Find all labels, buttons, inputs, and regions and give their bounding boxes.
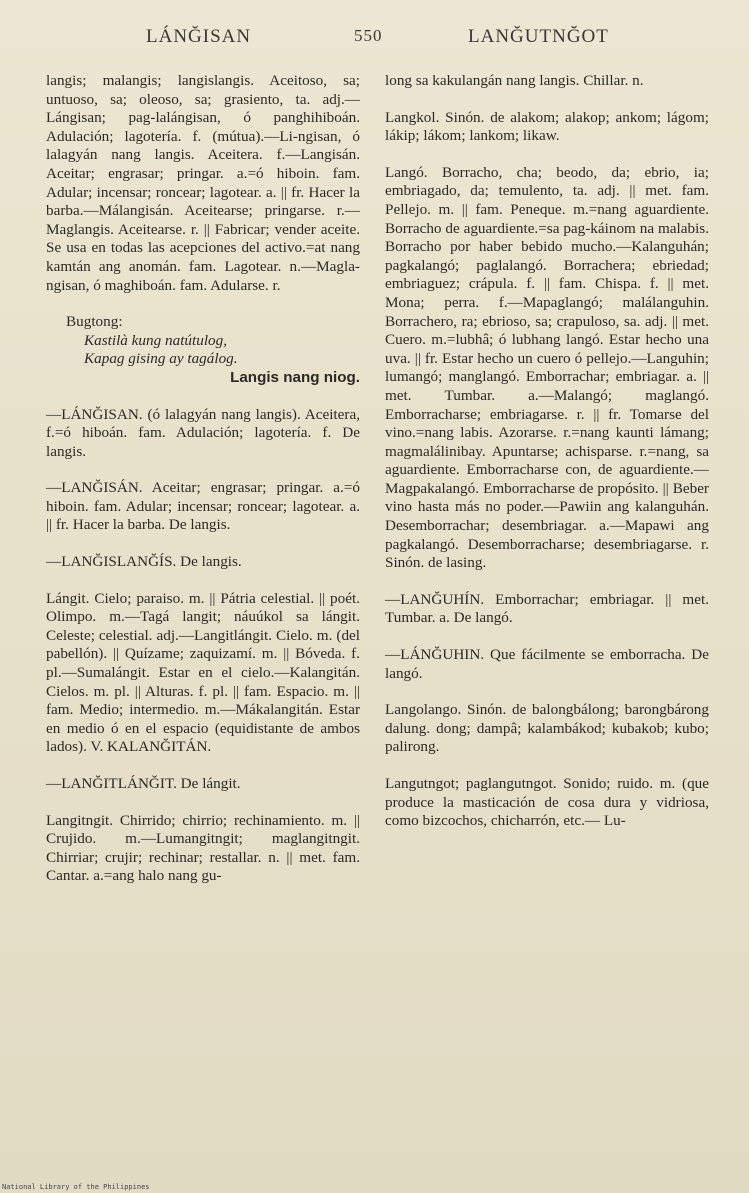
entry-langkol: Langkol. Sinón. de alakom; alakop; ankom; lágom; lákip; lákom; lankom; likaw.	[385, 108, 709, 145]
entry-languhin: —LANĞUHÍN. Emborrachar; embriagar. || met. Tumbar. a. De langó.	[385, 590, 709, 627]
entry-langitngit-continued: long sa kakulangán nang langis. Chillar. n.	[385, 72, 644, 89]
header-left-word: LÁNĞISAN	[146, 26, 252, 47]
header-right-word: LANĞUTNĞOT	[468, 26, 609, 47]
library-footer: National Library of the Philippines	[2, 1183, 150, 1191]
page-number: 550	[354, 26, 383, 45]
right-column	[385, 72, 709, 831]
entry-langolango: Langolango. Sinón. de balongbálong; barongbárong dalung. dong; dampâ; kalambákod; kubakob; kubo; palirong.	[385, 701, 709, 756]
entry-langislangis: —LANĞISLANĞÍS. De langis.	[46, 553, 242, 571]
entry-langisan-verb: —LANĞISÁN. Aceitar; engrasar; pringar. a.=ó hiboin. fam. Adular; incensar; roncear; lagotear. a. || fr. Hacer la barba. De langis.	[46, 479, 360, 534]
entry-langitlangit: —LANĞITLÁNĞIT. De lángit.	[46, 775, 241, 792]
riddle-line-2: Kapag gising ay tagálog.	[84, 350, 238, 368]
entry-langutngot: Langutngot; paglangutngot. Sonido; ruido. m. (que produce la masticación de cosa dura y vidriosa, como bizcochos, chicharrón, etc.— Lu-	[385, 775, 709, 830]
entry-languhin-adj: —LÁNĞUHIN. Que fácilmente se emborracha. De langó.	[385, 646, 709, 682]
entry-langis-continued: langis; malangis; langislangis. Aceitoso, sa; untuoso, sa; oleoso, sa; grasiento, ta. adj.—Lángisan; pag-lalángisan, ó panghihiboán. Adulación; lagotería. f. (mútua).—Li-ngisan, ó lalagyán nang langis. Aceitera. f.—Langisán. Aceitar; engrasar; pringar. a.=ó hiboin. fam. Adular; incensar; roncear; lagotear. a. || fr. Hacer la barba.—Málangisán. Aceitearse; pringarse. r.—Maglangis. Aceitearse. r. || Fabricar; vender aceite. Se usa en todas las acepciones del activo.=at nang kamtán ang anomán. fam. Lagotear. n.—Magla-ngisan, ó maghiboán. fam. Adularse. r.	[46, 72, 360, 294]
riddle-answer: Langis nang niog.	[230, 368, 360, 386]
entry-langit: Lángit. Cielo; paraiso. m. || Pátria celestial. || poét. Olimpo. m.—Tagá langit; náuúkol sa lángit. Celeste; celestial. adj.—Langitlángit. Cielo. m. (del pabellón). || Quízame; zaquizamí. m. || Bóveda. f. pl.—Sumalángit. Estar en el cielo.—Kalangitán. Cielos. m. pl. || Alturas. f. pl. || fam. Espacio. m. || fam. Medio; intermedio. m.—Mákalangitán. Estar en medio ó en el espacio (equidistante de ambos lados). V. KALANĞITÁN.	[46, 589, 360, 756]
entry-lango: Langó. Borracho, cha; beodo, da; ebrio, ia; embriagado, da; temulento, ta. adj. || met. fam. Pellejo. m. || fam. Peneque. m.=nang aguardiente. Borracho de aguardiente.=sa pag-káinom na malabis. Borracho por haber bebido mucho.—Kalanguhán; pagkalangó; paglalangó. Borrachera; ebriedad; embriaguez; crápula. f. || fam. Chispa. f. || met. Mona; perra. f.—Mapaglangó; malálanguhin. Borrachero, ra; ebrioso, sa; crapuloso, sa. adj. || met. Cuero. m.=lubhâ; ó lubhang langó. Estar hecho una uva. || fr. Estar hecho un cuero ó pellejo.—Languhin; lumangó; manglangó. Emborrachar; embriagar. a. || met. Tumbar. a.—Malangó; maglangó. Emborracharse; embriagarse. r. || fr. Tomarse del vino.=nang labis. Azorarse. r.=nang kaunti lámang; magmalálinibay. Apuntarse; achisparse. r.=nang, sa aguardiente. Emborracharse con, de aguardiente.—Magpakalangó. Emborracharse de propósito. || Beber vino hasta más no poder.—Pawiin ang kalanguhán. Desemborrachar; desembriagar. a.—Mapawi ang pagkalangó. Desemborracharse; desembriagarse. r. Sinón. de lasing.	[385, 163, 709, 572]
riddle-label: Bugtong:	[66, 313, 123, 331]
riddle-line-1: Kastilà kung natútulog,	[84, 331, 228, 349]
entry-langitngit: Langitngit. Chirrido; chirrio; rechinamiento. m. || Crujido. m.—Lumangitngit; maglangitngit. Chirriar; crujir; rechinar; restallar. n. || met. fam. Cantar. a.=ang halo nang gu-	[46, 811, 360, 885]
left-column	[46, 72, 360, 886]
entry-langisan: —LÁNĞISAN. (ó lalagyán nang langis). Aceitera, f.=ó hiboán. fam. Adulación; lagotería. f. De langis.	[46, 405, 360, 460]
